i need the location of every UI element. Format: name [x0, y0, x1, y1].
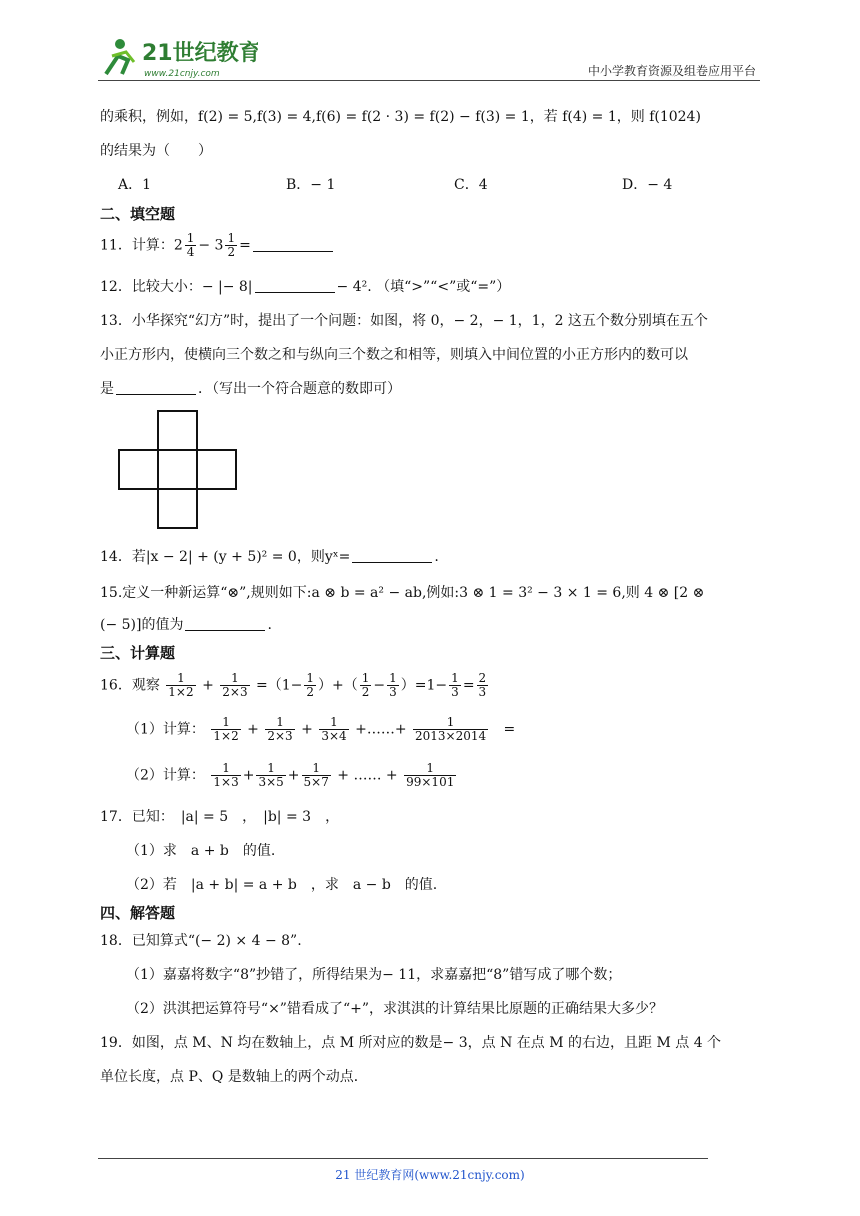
q11: [100, 232, 335, 259]
q18-sub1: （1）嘉嘉将数字“8”抄错了，所得结果为− 11，求嘉嘉把“8”错写成了哪个数；: [126, 967, 622, 983]
cross-cell-bottom: [157, 488, 198, 529]
footer-divider: [98, 1158, 708, 1159]
q10-option-c: C．4: [454, 177, 488, 193]
q16-s1-last: $\frac{1}{2013\times 2014}$: [415, 715, 487, 743]
q16-s1-dots: +……+: [355, 721, 407, 738]
cross-cell-left: [118, 449, 159, 490]
q19-line1: 19．如图，点 M、N 均在数轴上，点 M 所对应的数是− 3，点 N 在点 M 的右边，且距 M 点 4 个: [100, 1035, 722, 1051]
section-fill-in: 二、填空题: [100, 205, 176, 223]
q16-s2-dots: + …… +: [337, 767, 398, 784]
q15-line2-pre: (− 5)]的值为: [100, 617, 184, 633]
q16-sub2-label: （2）计算：: [126, 767, 205, 784]
q11-suffix: =: [239, 237, 251, 254]
q16-frac-e: $\frac{1}{3}$: [389, 671, 397, 699]
cross-cell-right: [196, 449, 237, 490]
q16-s1-frac3: $\frac{1}{3\times 4}$: [321, 715, 347, 743]
q16-minus: −: [373, 677, 386, 694]
q16-frac-c: $\frac{1}{2}$: [306, 671, 315, 699]
q12-after: − 4². （填“>”“<”或“=”）: [336, 279, 511, 295]
q16-sub1-label: （1）计算：: [126, 721, 205, 738]
q16-s2-frac1: $\frac{1}{1\times 3}$: [213, 761, 239, 789]
q16-frac-a: $\frac{1}{1\times 2}$: [168, 671, 194, 699]
q14-post: .: [434, 549, 439, 565]
q11-mid: − 3: [198, 237, 224, 254]
q14: [100, 546, 439, 566]
q14-answer-blank[interactable]: [352, 548, 432, 563]
q16-s1-frac2: $\frac{1}{2\times 3}$: [267, 715, 293, 743]
q16-s2-last: $\frac{1}{99\times 101}$: [406, 761, 455, 789]
svg-text:www.21cnjy.com: www.21cnjy.com: [144, 69, 220, 79]
q15-line2-post: .: [267, 617, 272, 633]
q12-text: 12．比较大小：− |− 8|: [100, 279, 253, 295]
q15-line2: [100, 614, 272, 634]
q18-sub2: （2）洪淇把运算符号“×”错看成了“+”，求淇淇的计算结果比原题的正确结果大多少？: [126, 1001, 663, 1017]
header-platform-text: 中小学教育资源及组卷应用平台: [587, 64, 756, 78]
q19-line2: 单位长度，点 P、Q 是数轴上的两个动点．: [100, 1069, 368, 1085]
q16-plus: +: [202, 677, 214, 694]
q14-text: 14．若|x − 2| + (y + 5)² = 0，则yˣ=: [100, 549, 351, 565]
q16-eq1: =（1−: [256, 677, 303, 694]
q16-frac-b: $\frac{1}{2\times 3}$: [222, 671, 248, 699]
q10-line2: 的结果为（ ）: [100, 143, 212, 159]
q10-line1: 的乘积，例如，f(2) = 5,f(3) = 4,f(6) = f(2 · 3) = f(2) − f(3) = 1，若 f(4) = 1，则 f(1024): [100, 109, 701, 125]
q13-line3-pre: 是: [100, 381, 114, 397]
q16-s2-frac2: $\frac{1}{3\times 5}$: [258, 761, 284, 789]
site-logo: [98, 34, 258, 82]
q13-line3-post: ．（写出一个符合题意的数即可）: [198, 381, 401, 397]
q17-sub2: （2）若 |a + b| = a + b ，求 a − b 的值.: [126, 877, 438, 893]
section-answer: 四、解答题: [100, 904, 176, 922]
q16-mid1: ）+（: [318, 677, 358, 694]
q15-line1: 15.定义一种新运算“⊗”,规则如下:a ⊗ b = a² − ab,例如:3 ⊗ 1 = 3² − 3 × 1 = 6,则 4 ⊗ [2 ⊗: [100, 585, 705, 601]
q16-s2-frac3: $\frac{1}{5\times 7}$: [303, 761, 329, 789]
q12: [100, 276, 510, 296]
q10-option-b: B．− 1: [286, 177, 336, 193]
q16-frac-f: $\frac{1}{3}$: [451, 671, 459, 699]
svg-text:21世纪教育: 21世纪教育: [142, 41, 258, 66]
q13-answer-blank[interactable]: [116, 380, 196, 395]
q16-label: 16．观察: [100, 677, 160, 694]
q18-line1: 18．已知算式“(− 2) × 4 − 8”.: [100, 933, 302, 949]
q11-prefix: 11．计算：2: [100, 237, 183, 254]
q16-sub1: （1）计算： $\frac{1}{1\times 2}$ + $\frac{1}{2\times 3}$ + $\frac{1}{3\times 4}$ +……+ $\frac{1}{2013\times 2014}$ =: [126, 715, 516, 743]
q15-answer-blank[interactable]: [185, 616, 265, 631]
q10-option-d: D．− 4: [622, 177, 673, 193]
q13-line3: [100, 378, 401, 398]
q16-frac-g: $\frac{2}{3}$: [478, 671, 487, 699]
q16-observe: [100, 672, 490, 699]
header-divider: [98, 80, 760, 81]
q16-s1-eq: =: [503, 721, 516, 738]
q13-line2: 小正方形内，使横向三个数之和与纵向三个数之和相等，则填入中间位置的小正方形内的数可以: [100, 347, 688, 363]
q16-eq2: =: [462, 677, 475, 694]
q11-answer-blank[interactable]: [253, 237, 333, 252]
q17-sub1: （1）求 a + b 的值.: [126, 843, 276, 859]
q11-frac2: $\frac{1}{2}$: [227, 231, 236, 259]
q10-option-a: A．1: [118, 177, 152, 193]
q16-frac-d: $\frac{1}{2}$: [361, 671, 370, 699]
q12-answer-blank[interactable]: [255, 278, 335, 293]
cross-cell-center: [157, 449, 198, 490]
q13-line1: 13．小华探究“幻方”时，提出了一个问题：如图，将 0，− 2，− 1，1，2 这五个数分别填在五个: [100, 313, 708, 329]
q16-sub2: （2）计算： $\frac{1}{1\times 3}$ + $\frac{1}{3\times 5}$ + $\frac{1}{5\times 7}$ + …… + $\frac{1}{99\times 101}$: [126, 761, 455, 789]
q17-line1: 17．已知： |a| = 5 ， |b| = 3 ，: [100, 809, 340, 825]
q16-mid2: ）=1−: [400, 677, 448, 694]
section-calculation: 三、计算题: [100, 644, 176, 662]
q16-s1-frac1: $\frac{1}{1\times 2}$: [213, 715, 239, 743]
q11-frac1: $\frac{1}{4}$: [186, 231, 195, 259]
footer-link[interactable]: 21 世纪教育网(www.21cnjy.com): [335, 1168, 525, 1182]
cross-cell-top: [157, 410, 198, 451]
